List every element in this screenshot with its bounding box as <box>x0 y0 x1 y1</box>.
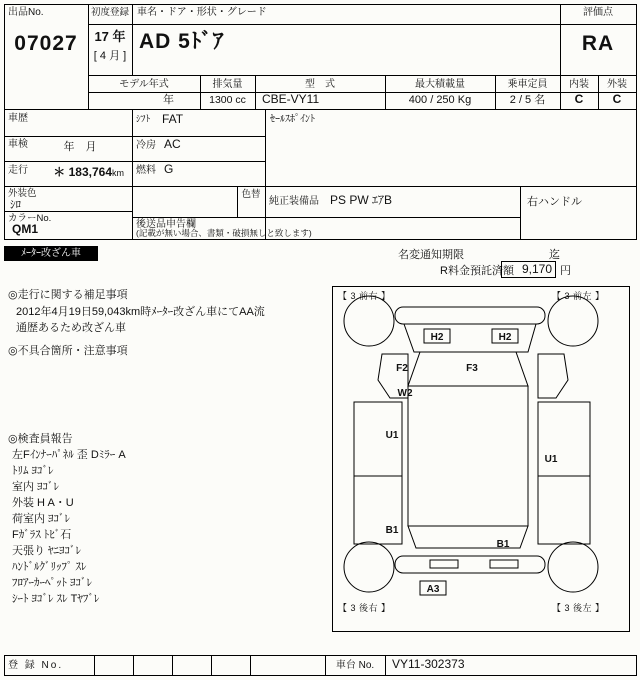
damage-code-cowl-left: W2 <box>397 388 413 399</box>
displacement-label: 排気量 <box>212 79 243 90</box>
first-registration-year: 17 年 <box>94 29 126 44</box>
name-change-deadline-label: 名変通知期限 <box>398 249 464 261</box>
car-name: AD 5ﾄﾞｱ <box>139 30 225 53</box>
chassis-number-label: 車台 No. <box>335 660 375 671</box>
inspector-report-line: 室内 ﾖｺﾞﾚ <box>12 481 60 493</box>
recycle-deposit-unit: 円 <box>560 265 571 277</box>
recycle-deposit-value: 9,170 <box>501 261 556 278</box>
chassis-number-value: VY11-302373 <box>392 657 465 671</box>
mileage-note-line: 2012年4月19日59,043km時ﾒｰﾀｰ改ざん車にてAA流 <box>16 306 265 318</box>
mileage-value <box>26 166 124 180</box>
exterior-color-value: ｼﾛ <box>10 199 21 211</box>
mileage-number: ＊ 183,764 <box>53 165 112 179</box>
color-number-label: カラーNo. <box>8 213 52 224</box>
exterior-color-label: 外装色 <box>8 188 37 199</box>
color-number-value: QM1 <box>12 222 39 236</box>
score-grade: RA <box>581 32 615 55</box>
mileage-unit: km <box>112 168 124 178</box>
max-load-label: 最大積載量 <box>415 79 465 90</box>
color-change-label: 色替 <box>241 189 261 200</box>
model-code-value: CBE-VY11 <box>262 92 320 106</box>
later-items-label: 後送品申告欄 <box>136 219 196 230</box>
tire-tread-front-right: 【 3 前右 】 <box>338 291 391 301</box>
inspection-label: 車検 <box>8 139 28 150</box>
mileage-label: 走行 <box>8 165 28 176</box>
sales-point-label: ｾｰﾙｽﾎﾟｲﾝﾄ <box>270 114 315 125</box>
recycle-deposit-label: R料金預託済額 <box>440 265 514 277</box>
ac-label: 冷房 <box>136 140 156 151</box>
damage-code-windshield: F3 <box>466 363 478 374</box>
shift-label: ｼﾌﾄ <box>136 114 151 125</box>
model-code-label: 型 式 <box>305 79 335 90</box>
inspector-report-line: 左Fｲﾝﾅｰﾊﾟﾈﾙ 歪 Dﾐﾗｰ A <box>12 449 126 461</box>
tire-tread-rear-right: 【 3 後右 】 <box>338 603 391 613</box>
tire-tread-rear-left: 【 3 後左 】 <box>552 603 605 613</box>
first-registration-label: 初度登録 <box>90 7 129 18</box>
ac-value: AC <box>164 137 181 151</box>
inspector-report-line: ﾌﾛｱｰｶｰﾍﾟｯﾄ ﾖｺﾞﾚ <box>12 577 93 589</box>
inspector-report-line: 外装 H A・U <box>12 497 74 509</box>
later-items-note: (記載が無い場合、書類・破損無しと致します) <box>136 228 312 238</box>
inspector-report-line: ｼｰﾄ ﾖｺﾞﾚ ｽﾚ Tﾔﾌﾞﾚ <box>12 593 100 605</box>
equipment-value: PS PW ｴｱB <box>330 193 393 207</box>
fuel-value: G <box>164 162 174 176</box>
model-year-value: 年 <box>163 94 174 106</box>
exterior-grade: C <box>612 92 622 106</box>
tire-tread-front-left: 【 3 前左 】 <box>552 291 605 301</box>
steering-position: 右ハンドル <box>527 196 582 208</box>
damage-code-rear-gate: B1 <box>496 539 510 550</box>
damage-code-door-left: U1 <box>385 430 399 441</box>
odometer-tamper-badge: ﾒｰﾀｰ改ざん車 <box>4 246 98 261</box>
first-registration-month: [ 4 月 ] <box>93 50 127 62</box>
damage-code-fender-left: F2 <box>396 363 408 374</box>
model-year-label: モデル年式 <box>119 79 169 90</box>
inspection-value: 年 月 <box>63 141 97 153</box>
history-label: 車歴 <box>8 113 28 124</box>
fuel-label: 燃料 <box>136 165 156 176</box>
mileage-note-title: ◎走行に関する補足事項 <box>8 289 128 301</box>
damage-code-quarter-left: B1 <box>385 525 399 536</box>
defect-note-title: ◎不具合箇所・注意事項 <box>8 345 128 357</box>
inspector-report-line: ﾊﾝﾄﾞﾙｸﾞﾘｯﾌﾟ ｽﾚ <box>12 561 87 573</box>
capacity-value: 2 / 5 名 <box>509 94 546 106</box>
car-name-label: 車名・ドア・形状・グレード <box>137 7 267 18</box>
score-label: 評価点 <box>583 7 613 18</box>
max-load-value: 400 / 250 Kg <box>408 94 472 106</box>
inspector-report-line: Fｶﾞﾗｽ ﾄﾋﾞ石 <box>12 529 72 541</box>
inspector-report-title: ◎検査員報告 <box>8 433 73 445</box>
damage-code-rear-bumper: A3 <box>426 584 440 595</box>
damage-code-hood-right: H2 <box>498 332 512 343</box>
exterior-grade-label: 外装 <box>607 79 627 90</box>
lot-number: 07027 <box>14 32 78 55</box>
damage-code-hood-left: H2 <box>430 332 444 343</box>
interior-grade: C <box>574 92 584 106</box>
lot-number-label: 出品No. <box>8 7 44 18</box>
capacity-label: 乗車定員 <box>507 79 548 90</box>
inspector-report-line: 荷室内 ﾖｺﾞﾚ <box>12 513 71 525</box>
mileage-note-line: 通歴あるため改ざん車 <box>16 322 126 334</box>
inspector-report-line: ﾄﾘﾑ ﾖｺﾞﾚ <box>12 465 54 477</box>
inspector-report-line: 天張り ﾔﾆﾖｺﾞﾚ <box>12 545 82 557</box>
displacement-value: 1300 cc <box>209 94 246 106</box>
damage-code-door-right: U1 <box>544 454 558 465</box>
car-outline-drawing <box>344 296 598 595</box>
registration-number-label: 登 録 No. <box>8 660 64 671</box>
name-change-deadline-suffix: 迄 <box>549 249 560 261</box>
shift-value: FAT <box>162 112 184 126</box>
equipment-label: 純正装備品 <box>269 196 319 207</box>
interior-grade-label: 内装 <box>569 79 589 90</box>
damage-codes <box>386 332 558 595</box>
